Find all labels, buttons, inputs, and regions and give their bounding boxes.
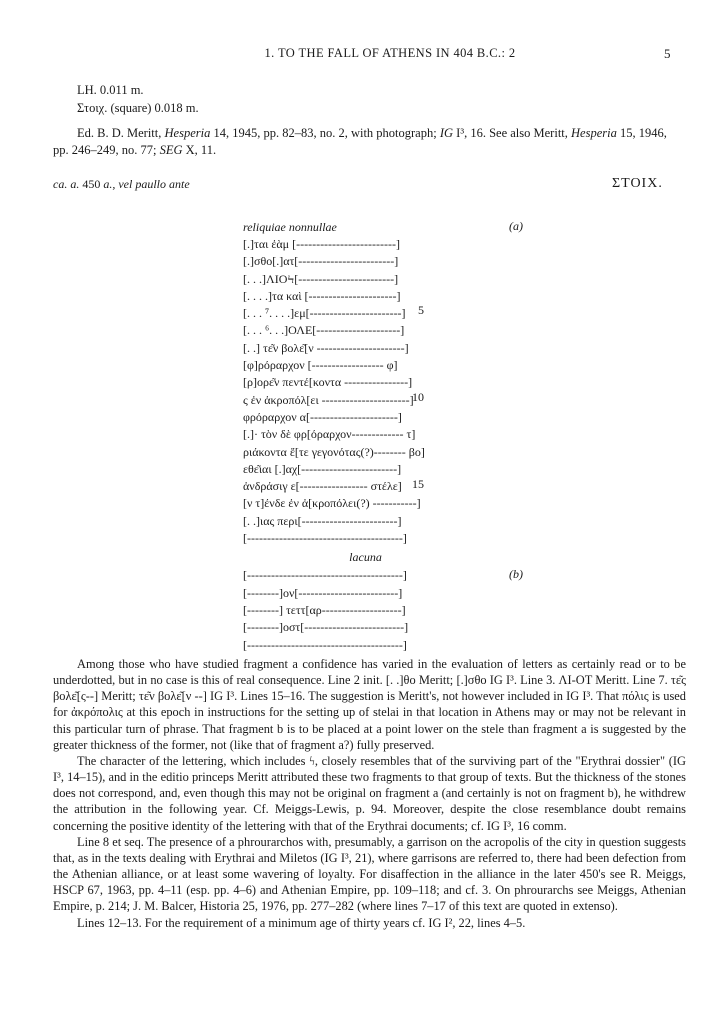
inscription-line: [---------------------------------------] [243, 531, 407, 546]
date-line: ca. a. 450 a., vel paullo ante [53, 177, 190, 191]
inscription-line: [. . . .]τα καὶ [----------------------] [243, 288, 401, 303]
fragment-a-caption: reliquiae nonnullae [243, 220, 337, 234]
commentary-paragraph-4: Lines 12–13. For the requirement of a minimum age of thirty years cf. IG I², 22, lines 4–5. [77, 915, 526, 930]
line-number-10: 10 [412, 390, 424, 404]
inscription-line: [--------]οστ[-------------------------] [243, 620, 409, 635]
commentary [53, 656, 686, 931]
inscription-line: [. .] τε͂ν βολε͂[ν ----------------------] [243, 340, 409, 355]
inscription-line: [. . .]ΛΙΟϞ[------------------------] [243, 271, 399, 286]
stoichedon-label: ΣΤΟΙΧ. [612, 176, 663, 191]
inscription-line: ἀνδράσιγ ε[----------------- στέλε] [243, 479, 402, 494]
stoichedon-grid: Στοιχ. (square) 0.018 m. [77, 101, 199, 115]
lacuna-label: lacuna [349, 550, 382, 565]
fragment-a-label: (a) [509, 219, 523, 233]
inscription-line: [---------------------------------------] [243, 637, 407, 652]
inscription-line: ριάκοντα ἔ[τε γεγονότας(?)-------- βο] [243, 444, 425, 459]
fragment-b-label: (b) [509, 567, 523, 582]
edition-note: Ed. B. D. Meritt, Hesperia 14, 1945, pp. 82–83, no. 2, with photograph; IG I³, 16. See also Meritt, Hesperia 15, 1946, pp. 246–249, no. 77; SEG X, 11. [53, 126, 667, 157]
commentary-paragraph-3: Line 8 et seq. The presence of a phrourarchos with, presumably, a garrison on the acropolis of the city in question suggests that, as in the texts dealing with Erythrai and Miletos (IG I³, 21), where garrisons are referred to, there had been defection from the Athenian alliance, or at least some wavering of loyalty. For disaffection in the alliance in the later 450's see R. Meiggs, HSCP 67, 1963, pp. 4–11 (esp. pp. 4–6) and Athenian Empire, pp. 109–118; and cf. 3. On phrourarchs see Meiggs, Athenian Empire, p. 214; J. M. Balcer, Historia 25, 1976, pp. 277–282 (where lines 7–17 of this text are quoted in extenso). [53, 834, 686, 914]
letter-height: LH. 0.011 m. [77, 83, 144, 97]
inscription-line: [.]· τὸν δὲ φρ[όραρχον------------- τ] [243, 427, 416, 442]
inscription-line: [---------------------------------------] [243, 568, 407, 583]
page-number: 5 [664, 46, 671, 61]
inscription-line: [.]ται ἐὰμ [-------------------------] [243, 237, 400, 251]
inscription-line: ς ἐν ἀκροπόλ[ει ----------------------] [243, 392, 414, 407]
fragment-b-lines [243, 567, 523, 653]
inscription-line: [--------] τεττ[αρ--------------------] [243, 602, 406, 617]
line-number-5: 5 [418, 303, 424, 317]
inscription-line: φρόραρχον α[----------------------] [243, 409, 402, 424]
measurements [77, 81, 199, 117]
inscription-line: εθε͂ιαι [.]αχ[------------------------] [243, 461, 402, 476]
running-head: 1. TO THE FALL OF ATHENS IN 404 B.C.: 2 [264, 46, 516, 60]
inscription-text [243, 219, 523, 654]
inscription-line: [. . . ⁶. . .]ΟΛΕ[---------------------] [243, 323, 405, 338]
inscription-line: [φ]ρόραρχον [------------------ φ] [243, 358, 398, 373]
inscription-line: [.]σθο[.]ατ[------------------------] [243, 254, 399, 269]
fragment-a-lines [243, 236, 488, 547]
commentary-paragraph-2: The character of the lettering, which includes ϟ, closely resembles that of the surviving part of the "Erythrai dossier" (IG I³, 14–15), and in the editio princeps Meritt attributed these two fragments to that group of texts. But the thickness of the stones does not correspond, and, even though this may not be original on fragment a (and certainly is not on fragment b), he withdrew the attribution in the following year. Cf. Meiggs-Lewis, p. 94. Moreover, despite the close resemblance doubt remains concerning the positive identity of the lettering with that of the Erythrai documents; cf. IG I³, 16 comm. [53, 753, 686, 833]
inscription-line: [. . . ⁷. . . .]εμ[-----------------------] [243, 306, 406, 321]
commentary-paragraph-1: Among those who have studied fragment a confidence has varied in the evaluation of letters as certainly read or to be underdotted, but in no case is this of real consequence. Line 2 init. [. .]θο Meritt; [.]σθο IG I³. Line 3. ΛΙ-ΟΤ Meritt. Line 7. τε͂ς βολε͂[ς--] Meritt; τε͂ν βολε͂[ν --] IG I³. Lines 15–16. The suggestion is Meritt's, not however included in IG I³. That πόλις is used for ἀκρόπολις at this epoch in instructions for the setting up of stelai in that location in Athens may or may not be relevant in this particular turn of phrase. That fragment b is to be placed at a point lower on the stele than fragment a is suggested by the greater thickness of the former, not (like that of fragment a?) fully preserved. [53, 657, 686, 752]
inscription-line: [--------]ον[-------------------------] [243, 585, 403, 600]
inscription-line: [. .]ιας περι[------------------------] [243, 513, 402, 528]
inscription-line: [ρ]ορε͂ν πεντέ[κοντα ----------------] [243, 375, 413, 390]
inscription-line: [ν τ]ένδε ἐν ἀ[κροπόλει(?) -----------] [243, 496, 421, 511]
line-number-15: 15 [412, 477, 424, 491]
